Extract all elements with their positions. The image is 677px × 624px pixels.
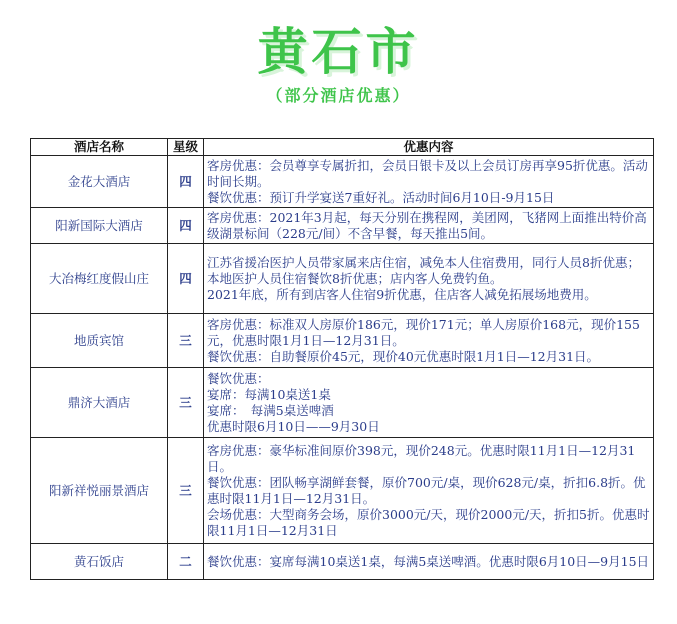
table-row — [31, 438, 654, 544]
hotel-offer — [204, 368, 654, 438]
offer-line: 餐饮优惠：宴席每满10桌送1桌，每满5桌送啤酒。优惠时限6月10日—9月15日 — [207, 553, 650, 569]
hotel-star: 三 — [168, 368, 204, 438]
hotel-offer — [204, 208, 654, 244]
column-header-offer: 优惠内容 — [204, 139, 654, 156]
offer-line: 餐饮优惠： — [207, 370, 270, 386]
page-header — [0, 22, 677, 106]
hotel-name: 大冶梅红度假山庄 — [31, 244, 168, 314]
hotel-name: 阳新祥悦丽景酒店 — [31, 438, 168, 544]
offer-line: 客房优惠：会员尊享专属折扣，会员日银卡及以上会员订房再享95折优惠。活动时间长期。 — [207, 157, 648, 189]
column-header-hotel-name: 酒店名称 — [31, 139, 168, 156]
hotel-offer — [204, 156, 654, 208]
page-title: 黄石市 — [257, 23, 420, 81]
hotel-offer — [204, 244, 654, 314]
hotel-offer — [204, 544, 654, 580]
table-row — [31, 156, 654, 208]
offer-line: 客房优惠：豪华标准间原价398元，现价248元。优惠时限11月1日—12月31日。 — [207, 442, 636, 474]
table-row — [31, 314, 654, 368]
offer-line: 2021年底，所有到店客人住宿9折优惠，住店客人减免拓展场地费用。 — [207, 286, 597, 302]
hotel-star: 四 — [168, 156, 204, 208]
hotel-star: 四 — [168, 208, 204, 244]
table-row — [31, 208, 654, 244]
table-row — [31, 544, 654, 580]
offer-line: 客房优惠：2021年3月起，每天分别在携程网，美团网，飞猪网上面推出特价高级湖景标间（228元/间）不含早餐，每天推出5间。 — [207, 209, 647, 241]
hotel-offer — [204, 438, 654, 544]
page-subtitle: （部分酒店优惠） — [266, 86, 411, 105]
hotel-name: 黄石饭店 — [31, 544, 168, 580]
hotel-star: 四 — [168, 244, 204, 314]
offer-line: 餐饮优惠：预订升学宴送7重好礼。活动时间6月10日-9月15日 — [207, 189, 555, 205]
offer-line: 江苏省援冶医护人员带家属来店住宿，减免本人住宿费用，同行人员8折优惠； — [207, 254, 640, 270]
hotel-name: 金花大酒店 — [31, 156, 168, 208]
hotel-name: 阳新国际大酒店 — [31, 208, 168, 244]
offer-line: 客房优惠：标准双人房原价186元，现价171元；单人房原价168元，现价155元，优惠时限1月1日—12月31日。 — [207, 316, 640, 348]
offer-line: 优惠时限6月10日——9月30日 — [207, 418, 380, 434]
table-row — [31, 244, 654, 314]
hotel-offers-table — [30, 138, 654, 580]
offer-line: 宴席： 每满5桌送啤酒 — [207, 402, 334, 418]
hotel-star: 三 — [168, 314, 204, 368]
column-header-star: 星级 — [168, 139, 204, 156]
hotel-name: 地质宾馆 — [31, 314, 168, 368]
offer-line: 餐饮优惠：团队畅享湖鲜套餐，原价700元/桌，现价628元/桌，折扣6.8折。优惠时限11月1日—12月31日。 — [207, 474, 646, 506]
hotel-name: 鼎济大酒店 — [31, 368, 168, 438]
table-header-row — [31, 139, 654, 156]
hotel-star: 三 — [168, 438, 204, 544]
hotel-offer — [204, 314, 654, 368]
offer-line: 宴席：每满10桌送1桌 — [207, 386, 331, 402]
table-row — [31, 368, 654, 438]
hotel-star: 二 — [168, 544, 204, 580]
offer-line: 餐饮优惠：自助餐原价45元，现价40元优惠时限1月1日—12月31日。 — [207, 348, 600, 364]
offer-line: 会场优惠：大型商务会场，原价3000元/天，现价2000元/天，折扣5折。优惠时限11月1日—12月31日 — [207, 506, 650, 538]
offer-line: 本地医护人员住宿餐饮8折优惠；店内客人免费钓鱼。 — [207, 270, 503, 286]
